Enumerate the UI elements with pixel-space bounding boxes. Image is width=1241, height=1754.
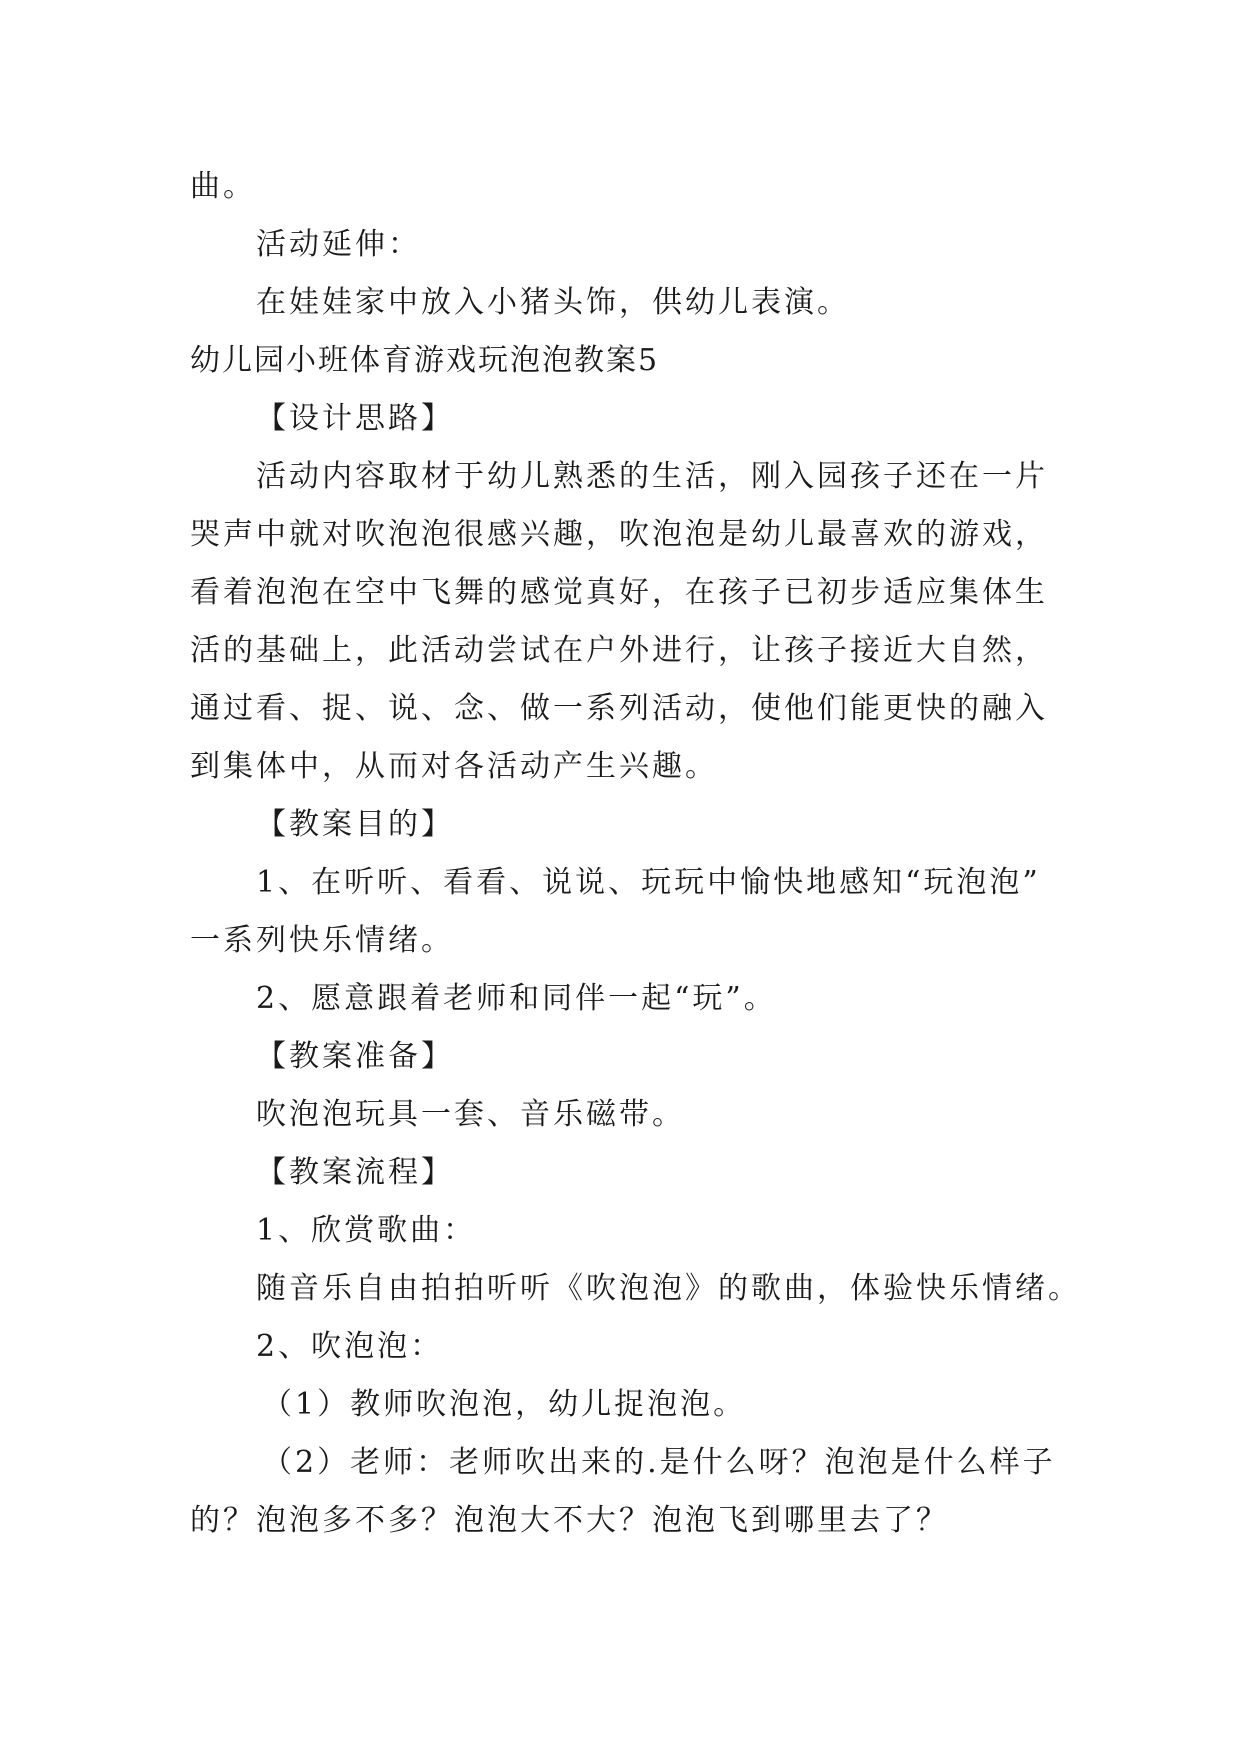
text-line: （2）老师：老师吹出来的.是什么呀？泡泡是什么样子 — [262, 1445, 1056, 1480]
section-heading: 【教案流程】 — [256, 1155, 454, 1190]
section-heading: 【教案目的】 — [256, 807, 454, 842]
text-line: 1、欣赏歌曲： — [256, 1213, 477, 1248]
text-line: 曲。 — [190, 169, 256, 204]
text-line: 一系列快乐情绪。 — [190, 923, 454, 958]
text-line: 在娃娃家中放入小猪头饰，供幼儿表演。 — [256, 285, 850, 320]
text-line: 1、在听听、看看、说说、玩玩中愉快地感知“玩泡泡” — [256, 865, 1041, 900]
text-line: 活动延伸： — [256, 227, 421, 262]
text-line: 的？泡泡多不多？泡泡大不大？泡泡飞到哪里去了？ — [190, 1503, 949, 1538]
text-line: 2、吹泡泡： — [256, 1329, 444, 1364]
section-heading: 【教案准备】 — [256, 1039, 454, 1074]
text-line: 活的基础上，此活动尝试在户外进行，让孩子接近大自然， — [190, 633, 1048, 668]
section-heading: 【设计思路】 — [256, 401, 454, 436]
section-title: 幼儿园小班体育游戏玩泡泡教案5 — [190, 343, 660, 378]
text-line: 2、愿意跟着老师和同伴一起“玩”。 — [256, 981, 777, 1016]
text-line: 到集体中，从而对各活动产生兴趣。 — [190, 749, 718, 784]
text-line: 看着泡泡在空中飞舞的感觉真好，在孩子已初步适应集体生 — [190, 575, 1048, 610]
text-line: 通过看、捉、说、念、做一系列活动，使他们能更快的融入 — [190, 691, 1048, 726]
text-line: 随音乐自由拍拍听听《吹泡泡》的歌曲，体验快乐情绪。 — [256, 1271, 1081, 1306]
text-line: 吹泡泡玩具一套、音乐磁带。 — [256, 1097, 685, 1132]
text-line: 哭声中就对吹泡泡很感兴趣，吹泡泡是幼儿最喜欢的游戏， — [190, 517, 1048, 552]
text-line: （1）教师吹泡泡，幼儿捉泡泡。 — [262, 1387, 747, 1422]
text-line: 活动内容取材于幼儿熟悉的生活，刚入园孩子还在一片 — [256, 459, 1048, 494]
